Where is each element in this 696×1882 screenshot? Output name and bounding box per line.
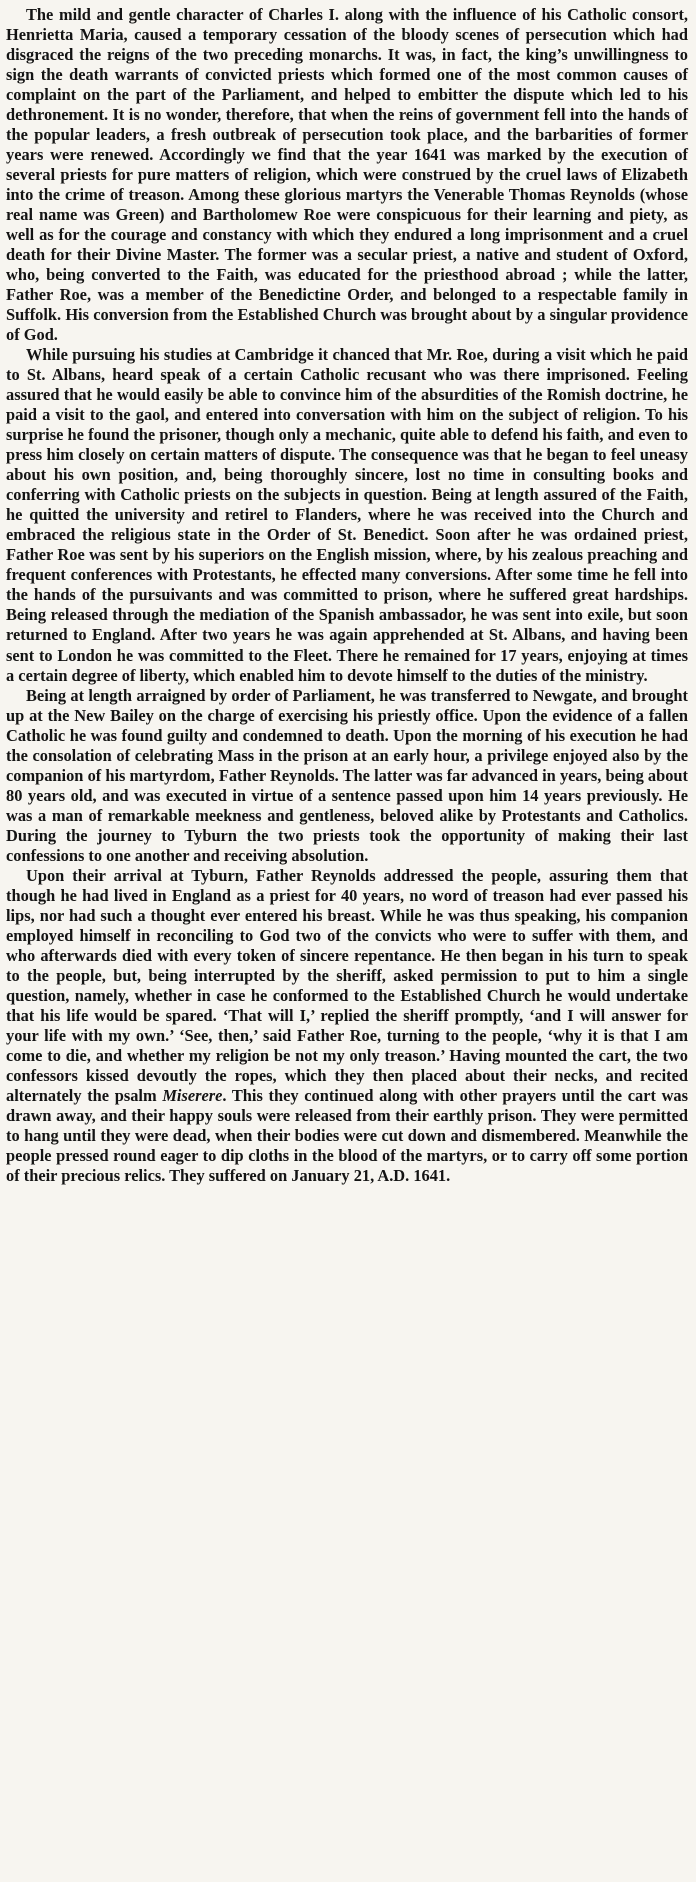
paragraph-arraignment: [6, 686, 688, 866]
paragraph-text: The mild and gentle character of Charles I. along with the influence of his Catholic consort, Henrietta Maria, caused a temporary cessation of the bloody scenes of persecution which had disgraced the reigns of the two preceding monarchs. It was, in fact, the king’s unwillingness to sign the death warrants of convicted priests which formed one of the most common causes of complaint on the part of the Parliament, and helped to embitter the dispute which led to his dethronement. It is no wonder, therefore, that when the reins of government fell into the hands of the popular leaders, a fresh outbreak of persecution took place, and the barbarities of former years were renewed. Accordingly we find that the year 1641 was marked by the execution of several priests for pure matters of religion, which were construed by the cruel laws of Elizabeth into the crime of treason. Among these glorious martyrs the Venerable Thomas Reynolds (whose real name was Green) and Bartholomew Roe were conspicuous for their learning and piety, as well as for the courage and constancy with which they endured a long imprisonment and a cruel death for their Divine Master. The former was a secular priest, a native and student of Oxford, who, being converted to the Faith, was educated for the priesthood abroad ; while the latter, Father Roe, was a member of the Benedictine Order, and belonged to a respectable family in Suffolk. His conversion from the Established Church was brought about by a singular providence of God.: [6, 5, 688, 345]
paragraph-text: While pursuing his studies at Cambridge it chanced that Mr. Roe, during a visit which he paid to St. Albans, heard speak of a certain Catholic recusant who was there imprisoned. Feeling assured that he would easily be able to convince him of the absurdities of the Romish doctrine, he paid a visit to the gaol, and entered into conversation with him on the subject of religion. To his surprise he found the prisoner, though only a mechanic, quite able to defend his faith, and even to press him closely on certain matters of dispute. The consequence was that he began to feel uneasy about his own position, and, being thoroughly sincere, lost no time in consulting books and conferring with Catholic priests on the subjects in question. Being at length assured of the Faith, he quitted the university and retirel to Flanders, where he was received into the Church and embraced the religious state in the Order of St. Benedict. Soon after he was ordained priest, Father Roe was sent by his superiors on the English mission, where, by his zealous preaching and frequent conferences with Protestants, he effected many conversions. After some time he fell into the hands of the pursuivants and was committed to prison, where he suffered great hardships. Being released through the mediation of the Spanish ambassador, he was sent into exile, but soon returned to England. After two years he was again apprehended at St. Albans, and having been sent to London he was committed to the Fleet. There he remained for 17 years, enjoying at times a certain degree of liberty, which enabled him to devote himself to the duties of the ministry.: [6, 345, 688, 685]
paragraph-cambridge: [6, 345, 688, 685]
paragraph-tyburn: [6, 866, 688, 1186]
paragraph-charles-i: [6, 5, 688, 345]
paragraph-text: . This they continued along with other prayers until the cart was drawn away, and their happy souls were released from their earthly prison. They were permitted to hang until they were dead, when their bodies were cut down and dismembered. Meanwhile the people pressed round eager to dip cloths in the blood of the martyrs, or to carry off some portion of their precious relics. They suffered on January 21, A.D. 1641.: [6, 1085, 689, 1185]
paragraph-text: Being at length arraigned by order of Parliament, he was transferred to Newgate, and brought up at the New Bailey on the charge of exercising his priestly office. Upon the evidence of a fallen Catholic he was found guilty and condemned to death. Upon the morning of his execution he had the consolation of celebrating Mass in the prison at an early hour, a privilege enjoyed also by the companion of his martyrdom, Father Reynolds. The latter was far advanced in years, being about 80 years old, and was executed in virtue of a sentence passed upon him 14 years previously. He was a man of remarkable meekness and gentleness, beloved alike by Protestants and Catholics. During the journey to Tyburn the two priests took the opportunity of making their last confessions to one another and receiving absolution.: [6, 685, 688, 865]
paragraph-text: Upon their arrival at Tyburn, Father Reynolds addressed the people, assuring them that though he had lived in England as a priest for 40 years, no word of treason had ever passed his lips, nor had such a thought ever entered his breast. While he was thus speaking, his companion employed himself in reconciling to God two of the convicts who were to suffer with them, and who afterwards died with every token of sincere repentance. He then began in his turn to speak to the people, but, being interrupted by the sheriff, asked permission to put to him a single question, namely, whether in case he conformed to the Established Church he would undertake that his life would be spared. ‘That will I,’ replied the sheriff promptly, ‘and I will answer for your life with my own.’ ‘See, then,’ said Father Roe, turning to the people, ‘why it is that I am come to die, and whether my religion be not my only treason.’ Having mounted the cart, the two confessors kissed devoutly the ropes, which they then placed about their necks, and recited alternately the psalm: [6, 865, 688, 1105]
italic-psalm-title: Miserere: [162, 1085, 223, 1105]
